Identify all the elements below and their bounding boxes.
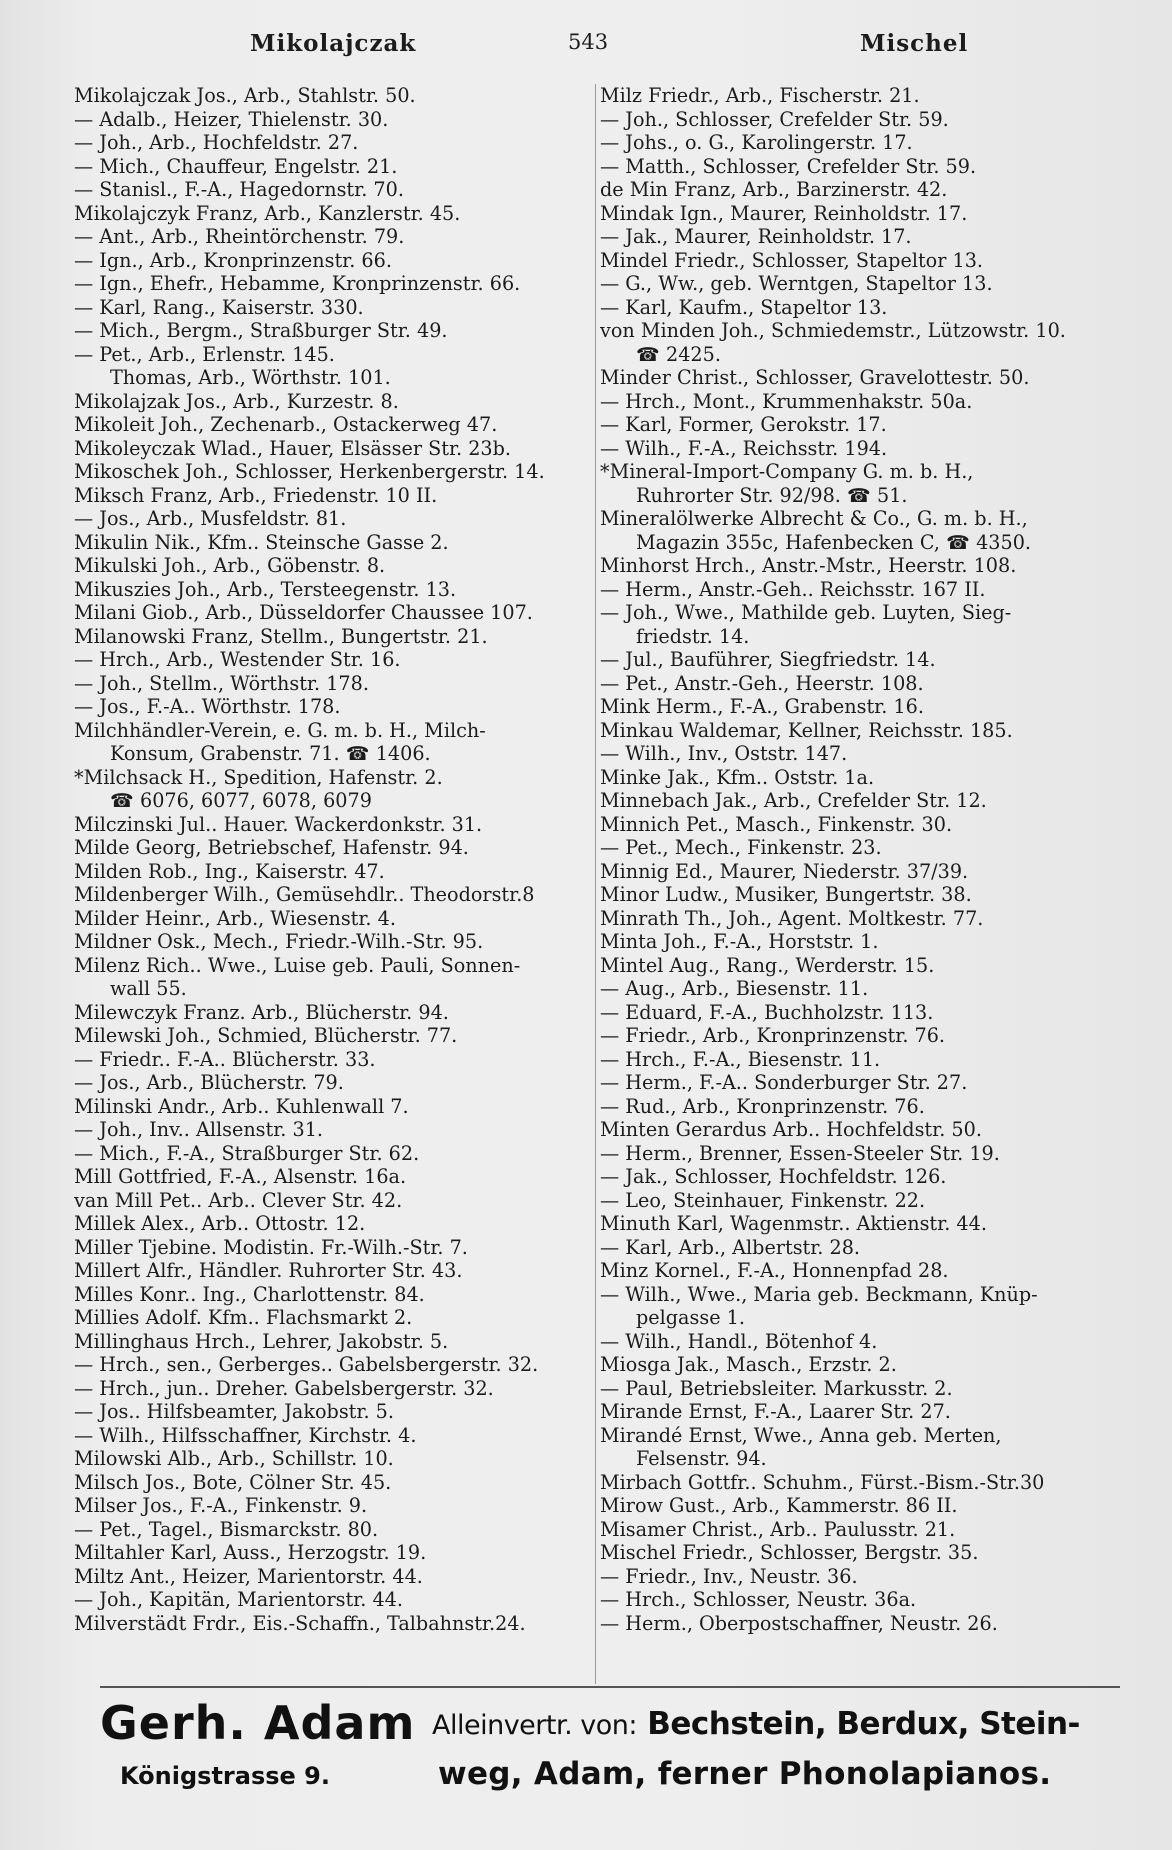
directory-entry: — Jos., F.-A.. Wörthstr. 178.: [74, 695, 341, 718]
directory-entry: Minor Ludw., Musiker, Bungertstr. 38.: [600, 883, 972, 906]
directory-entry: ☎ 2425.: [636, 342, 721, 366]
directory-entry: Felsenstr. 94.: [636, 1447, 767, 1470]
directory-entry: Millek Alex., Arb.. Ottostr. 12.: [74, 1212, 366, 1235]
directory-entry: — Hrch., sen., Gerberges.. Gabelsbergerstr. 32.: [74, 1353, 539, 1376]
directory-entry: — Pet., Arb., Erlenstr. 145.: [74, 342, 335, 366]
directory-entry: Magazin 355c, Hafenbecken C, ☎ 4350.: [636, 530, 1032, 554]
advertisement-line-1-brands: Bechstein, Berdux, Stein-: [647, 1706, 1080, 1742]
directory-entry: Minrath Th., Joh., Agent. Moltkestr. 77.: [600, 906, 984, 930]
directory-entry: Mindak Ign., Maurer, Reinholdstr. 17.: [600, 201, 968, 225]
directory-entry: — Hrch., Schlosser, Neustr. 36a.: [600, 1588, 917, 1611]
directory-entry: friedstr. 14.: [636, 624, 750, 648]
directory-entry: Millies Adolf. Kfm.. Flachsmarkt 2.: [74, 1306, 413, 1329]
directory-entry: Minnich Pet., Masch., Finkenstr. 30.: [600, 812, 953, 836]
directory-entry: Milser Jos., F.-A., Finkenstr. 9.: [74, 1494, 368, 1517]
directory-entry: — Herm., Oberpostschaffner, Neustr. 26.: [600, 1611, 998, 1635]
directory-entry: Milenz Rich.. Wwe., Luise geb. Pauli, Sonnen-: [74, 953, 521, 977]
directory-entry: Milder Heinr., Arb., Wiesenstr. 4.: [74, 906, 396, 930]
directory-entry: Milanowski Franz, Stellm., Bungertstr. 21.: [74, 624, 488, 648]
directory-entry: Milde Georg, Betriebschef, Hafenstr. 94.: [74, 836, 469, 859]
directory-entry: Milewski Joh., Schmied, Blücherstr. 77.: [74, 1024, 458, 1047]
directory-entry: Millert Alfr., Händler. Ruhrorter Str. 43.: [74, 1259, 463, 1282]
directory-entry: — Hrch., Arb., Westender Str. 16.: [74, 648, 401, 671]
right-column: [600, 84, 1112, 1635]
directory-entry: Mikulski Joh., Arb., Göbenstr. 8.: [74, 554, 386, 577]
directory-entry: Mikolajczyk Franz, Arb., Kanzlerstr. 45.: [74, 201, 461, 225]
directory-entry: — Jak., Schlosser, Hochfeldstr. 126.: [600, 1165, 947, 1188]
directory-entry: Mindel Friedr., Schlosser, Stapeltor 13.: [600, 248, 983, 272]
directory-entry: Minkau Waldemar, Kellner, Reichsstr. 185.: [600, 718, 1013, 742]
directory-entry: van Mill Pet.. Arb.. Clever Str. 42.: [74, 1188, 403, 1212]
directory-entry: Milverstädt Frdr., Eis.-Schaffn., Talbahnstr.24.: [74, 1611, 526, 1635]
directory-entry: Millinghaus Hrch., Lehrer, Jakobstr. 5.: [74, 1329, 449, 1353]
directory-entry: Minhorst Hrch., Anstr.-Mstr., Heerstr. 108.: [600, 554, 1017, 577]
directory-entry: — Jos.. Hilfsbeamter, Jakobstr. 5.: [74, 1400, 394, 1423]
directory-entry: Miller Tjebine. Modistin. Fr.-Wilh.-Str. 7.: [74, 1235, 468, 1259]
directory-entry: — Jak., Maurer, Reinholdstr. 17.: [600, 225, 912, 248]
directory-entry: — Jul., Bauführer, Siegfriedstr. 14.: [600, 648, 936, 671]
directory-entry: Mink Herm., F.-A., Grabenstr. 16.: [600, 695, 924, 718]
directory-entry: Milles Konr.. Ing., Charlottenstr. 84.: [74, 1282, 425, 1306]
directory-entry: Milinski Andr., Arb.. Kuhlenwall 7.: [74, 1094, 409, 1118]
directory-entry: Mikolajczak Jos., Arb., Stahlstr. 50.: [74, 84, 416, 107]
advertisement-line-1: [432, 1706, 1080, 1742]
directory-entry: pelgasse 1.: [636, 1306, 745, 1329]
page-number: 543: [568, 30, 609, 54]
directory-entry: — Ign., Ehefr., Hebamme, Kronprinzenstr. 66.: [74, 272, 521, 295]
directory-entry: — Johs., o. G., Karolingerstr. 17.: [600, 131, 913, 154]
directory-entry: Mildner Osk., Mech., Friedr.-Wilh.-Str. 95.: [74, 930, 484, 953]
directory-entry: Mikolajzak Jos., Arb., Kurzestr. 8.: [74, 389, 399, 413]
directory-entry: Milchhändler-Verein, e. G. m. b. H., Milch-: [74, 718, 486, 742]
directory-entry: Misamer Christ., Arb.. Paulusstr. 21.: [600, 1517, 956, 1541]
directory-entry: — Hrch., Mont., Krummenhakstr. 50a.: [600, 389, 973, 413]
directory-entry: — Ign., Arb., Kronprinzenstr. 66.: [74, 248, 392, 272]
directory-entry: Mildenberger Wilh., Gemüsehdlr.. Theodorstr.8: [74, 883, 535, 906]
advertisement-street: Königstrasse 9.: [120, 1762, 330, 1790]
directory-entry: — Pet., Mech., Finkenstr. 23.: [600, 836, 882, 859]
advertisement-name: Gerh. Adam: [100, 1696, 416, 1750]
directory-entry: Mirbach Gottfr.. Schuhm., Fürst.-Bism.-Str.30: [600, 1470, 1045, 1494]
directory-entry: Mineralölwerke Albrecht & Co., G. m. b. H.,: [600, 507, 1028, 530]
directory-entry: Minnig Ed., Maurer, Niederstr. 37/39.: [600, 859, 969, 883]
directory-entry: Minder Christ., Schlosser, Gravelottestr. 50.: [600, 366, 1030, 389]
directory-entry: — Stanisl., F.-A., Hagedornstr. 70.: [74, 178, 404, 201]
directory-entry: Mikuszies Joh., Arb., Tersteegenstr. 13.: [74, 577, 457, 601]
directory-entry: — Joh., Arb., Hochfeldstr. 27.: [74, 131, 359, 154]
directory-entry: — Jos., Arb., Blücherstr. 79.: [74, 1071, 344, 1094]
left-column: [74, 84, 586, 1635]
directory-entry: *Mineral-Import-Company G. m. b. H.,: [600, 460, 974, 483]
directory-entry: — Wilh., Inv., Oststr. 147.: [600, 742, 848, 765]
directory-entry: Milden Rob., Ing., Kaiserstr. 47.: [74, 859, 385, 883]
directory-entry: — Wilh., F.-A., Reichsstr. 194.: [600, 436, 888, 460]
directory-entry: — Joh., Schlosser, Crefelder Str. 59.: [600, 107, 949, 131]
directory-entry: Milewczyk Franz. Arb., Blücherstr. 94.: [74, 1000, 449, 1024]
advertisement-line-1-prefix: Alleinvertr. von:: [432, 1710, 637, 1741]
directory-entry: Mirande Ernst, F.-A., Laarer Str. 27.: [600, 1400, 951, 1423]
advertisement-line-2: weg, Adam, ferner Phonolapianos.: [438, 1756, 1052, 1792]
directory-entry: Mill Gottfried, F.-A., Alsenstr. 16a.: [74, 1165, 407, 1188]
directory-entry: Thomas, Arb., Wörthstr. 101.: [110, 366, 391, 389]
directory-entry: Milz Friedr., Arb., Fischerstr. 21.: [600, 84, 920, 107]
directory-entry: Minuth Karl, Wagenmstr.. Aktienstr. 44.: [600, 1212, 987, 1235]
directory-entry: Miltz Ant., Heizer, Marientorstr. 44.: [74, 1564, 423, 1588]
directory-entry: — Joh., Kapitän, Marientorstr. 44.: [74, 1588, 403, 1611]
directory-entry: — Matth., Schlosser, Crefelder Str. 59.: [600, 154, 977, 178]
directory-entry: — Friedr., Inv., Neustr. 36.: [600, 1564, 858, 1588]
directory-entry: — Aug., Arb., Biesenstr. 11.: [600, 977, 869, 1000]
directory-entry: Mintel Aug., Rang., Werderstr. 15.: [600, 953, 935, 977]
directory-entry: Minz Kornel., F.-A., Honnenpfad 28.: [600, 1259, 949, 1282]
directory-entry: — Mich., Chauffeur, Engelstr. 21.: [74, 154, 398, 178]
advertisement: [100, 1696, 1120, 1816]
directory-entry: Mikoschek Joh., Schlosser, Herkenbergerstr. 14.: [74, 460, 545, 483]
directory-entry: — Herm., Anstr.-Geh.. Reichsstr. 167 II.: [600, 577, 986, 601]
directory-entry: — Pet., Anstr.-Geh., Heerstr. 108.: [600, 671, 924, 695]
directory-entry: — G., Ww., geb. Werntgen, Stapeltor 13.: [600, 272, 993, 295]
directory-entry: — Herm., Brenner, Essen-Steeler Str. 19.: [600, 1141, 1000, 1165]
directory-entry: — Joh., Inv.. Allsenstr. 31.: [74, 1118, 324, 1141]
directory-entry: Miosga Jak., Masch., Erzstr. 2.: [600, 1353, 897, 1376]
directory-entry: Minke Jak., Kfm.. Oststr. 1a.: [600, 765, 875, 789]
directory-entry: — Wilh., Handl., Bötenhof 4.: [600, 1329, 878, 1353]
header-left-keyword: Mikolajczak: [250, 30, 417, 57]
directory-entry: ☎ 6076, 6077, 6078, 6079: [110, 789, 372, 812]
directory-entry: — Rud., Arb., Kronprinzenstr. 76.: [600, 1094, 925, 1118]
directory-entry: — Hrch., F.-A., Biesenstr. 11.: [600, 1047, 881, 1071]
directory-entry: Minten Gerardus Arb.. Hochfeldstr. 50.: [600, 1118, 982, 1141]
directory-entry: — Wilh., Wwe., Maria geb. Beckmann, Knüp-: [600, 1282, 1038, 1306]
directory-entry: — Pet., Tagel., Bismarckstr. 80.: [74, 1517, 379, 1541]
directory-entry: — Mich., F.-A., Straßburger Str. 62.: [74, 1141, 420, 1165]
directory-entry: — Friedr.. F.-A.. Blücherstr. 33.: [74, 1047, 376, 1071]
directory-entry: Konsum, Grabenstr. 71. ☎ 1406.: [110, 742, 431, 765]
directory-entry: — Karl, Kaufm., Stapeltor 13.: [600, 295, 888, 319]
directory-entry: wall 55.: [110, 977, 187, 1000]
directory-entry: — Mich., Bergm., Straßburger Str. 49.: [74, 319, 448, 342]
advertisement-rule: [100, 1686, 1120, 1688]
directory-entry: — Ant., Arb., Rheintörchenstr. 79.: [74, 225, 405, 248]
directory-entry: — Joh., Wwe., Mathilde geb. Luyten, Sieg-: [600, 601, 1012, 624]
directory-entry: — Joh., Stellm., Wörthstr. 178.: [74, 671, 369, 695]
directory-entry: Milczinski Jul.. Hauer. Wackerdonkstr. 31.: [74, 812, 483, 836]
directory-entry: *Milchsack H., Spedition, Hafenstr. 2.: [74, 765, 443, 789]
directory-entry: Ruhrorter Str. 92/98. ☎ 51.: [636, 483, 908, 507]
directory-entry: — Paul, Betriebsleiter. Markusstr. 2.: [600, 1376, 953, 1400]
directory-entry: Mirow Gust., Arb., Kammerstr. 86 II.: [600, 1494, 958, 1517]
column-divider: [595, 84, 596, 1684]
directory-entry: — Jos., Arb., Musfeldstr. 81.: [74, 507, 347, 530]
directory-entry: Minta Joh., F.-A., Horststr. 1.: [600, 930, 879, 953]
directory-entry: — Wilh., Hilfsschaffner, Kirchstr. 4.: [74, 1423, 417, 1447]
directory-entry: Minnebach Jak., Arb., Crefelder Str. 12.: [600, 789, 987, 812]
directory-entry: — Herm., F.-A.. Sonderburger Str. 27.: [600, 1071, 968, 1094]
page-header: [90, 30, 1130, 66]
directory-entry: — Karl, Rang., Kaiserstr. 330.: [74, 295, 364, 319]
directory-entry: Mikoleit Joh., Zechenarb., Ostackerweg 47.: [74, 413, 498, 436]
header-right-keyword: Mischel: [860, 30, 969, 57]
directory-entry: Milani Giob., Arb., Düsseldorfer Chaussee 107.: [74, 601, 533, 624]
directory-entry: Mikoleyczak Wlad., Hauer, Elsässer Str. 23b.: [74, 436, 512, 460]
directory-entry: — Hrch., jun.. Dreher. Gabelsbergerstr. 32.: [74, 1376, 494, 1400]
directory-entry: Mischel Friedr., Schlosser, Bergstr. 35.: [600, 1541, 979, 1564]
directory-entry: Milowski Alb., Arb., Schillstr. 10.: [74, 1447, 394, 1470]
directory-entry: Miltahler Karl, Auss., Herzogstr. 19.: [74, 1541, 427, 1564]
directory-entry: Milsch Jos., Bote, Cölner Str. 45.: [74, 1470, 392, 1494]
directory-entry: — Adalb., Heizer, Thielenstr. 30.: [74, 107, 389, 131]
directory-entry: Mirandé Ernst, Wwe., Anna geb. Merten,: [600, 1423, 1002, 1447]
directory-entry: Miksch Franz, Arb., Friedenstr. 10 II.: [74, 483, 438, 507]
directory-entry: Mikulin Nik., Kfm.. Steinsche Gasse 2.: [74, 530, 449, 554]
directory-entry: — Karl, Former, Gerokstr. 17.: [600, 413, 887, 436]
directory-entry: — Eduard, F.-A., Buchholzstr. 113.: [600, 1000, 934, 1024]
directory-entry: von Minden Joh., Schmiedemstr., Lützowstr. 10.: [600, 319, 1066, 342]
directory-entry: — Friedr., Arb., Kronprinzenstr. 76.: [600, 1024, 946, 1047]
directory-entry: de Min Franz, Arb., Barzinerstr. 42.: [600, 178, 948, 201]
directory-entry: — Karl, Arb., Albertstr. 28.: [600, 1235, 861, 1259]
directory-entry: — Leo, Steinhauer, Finkenstr. 22.: [600, 1188, 926, 1212]
